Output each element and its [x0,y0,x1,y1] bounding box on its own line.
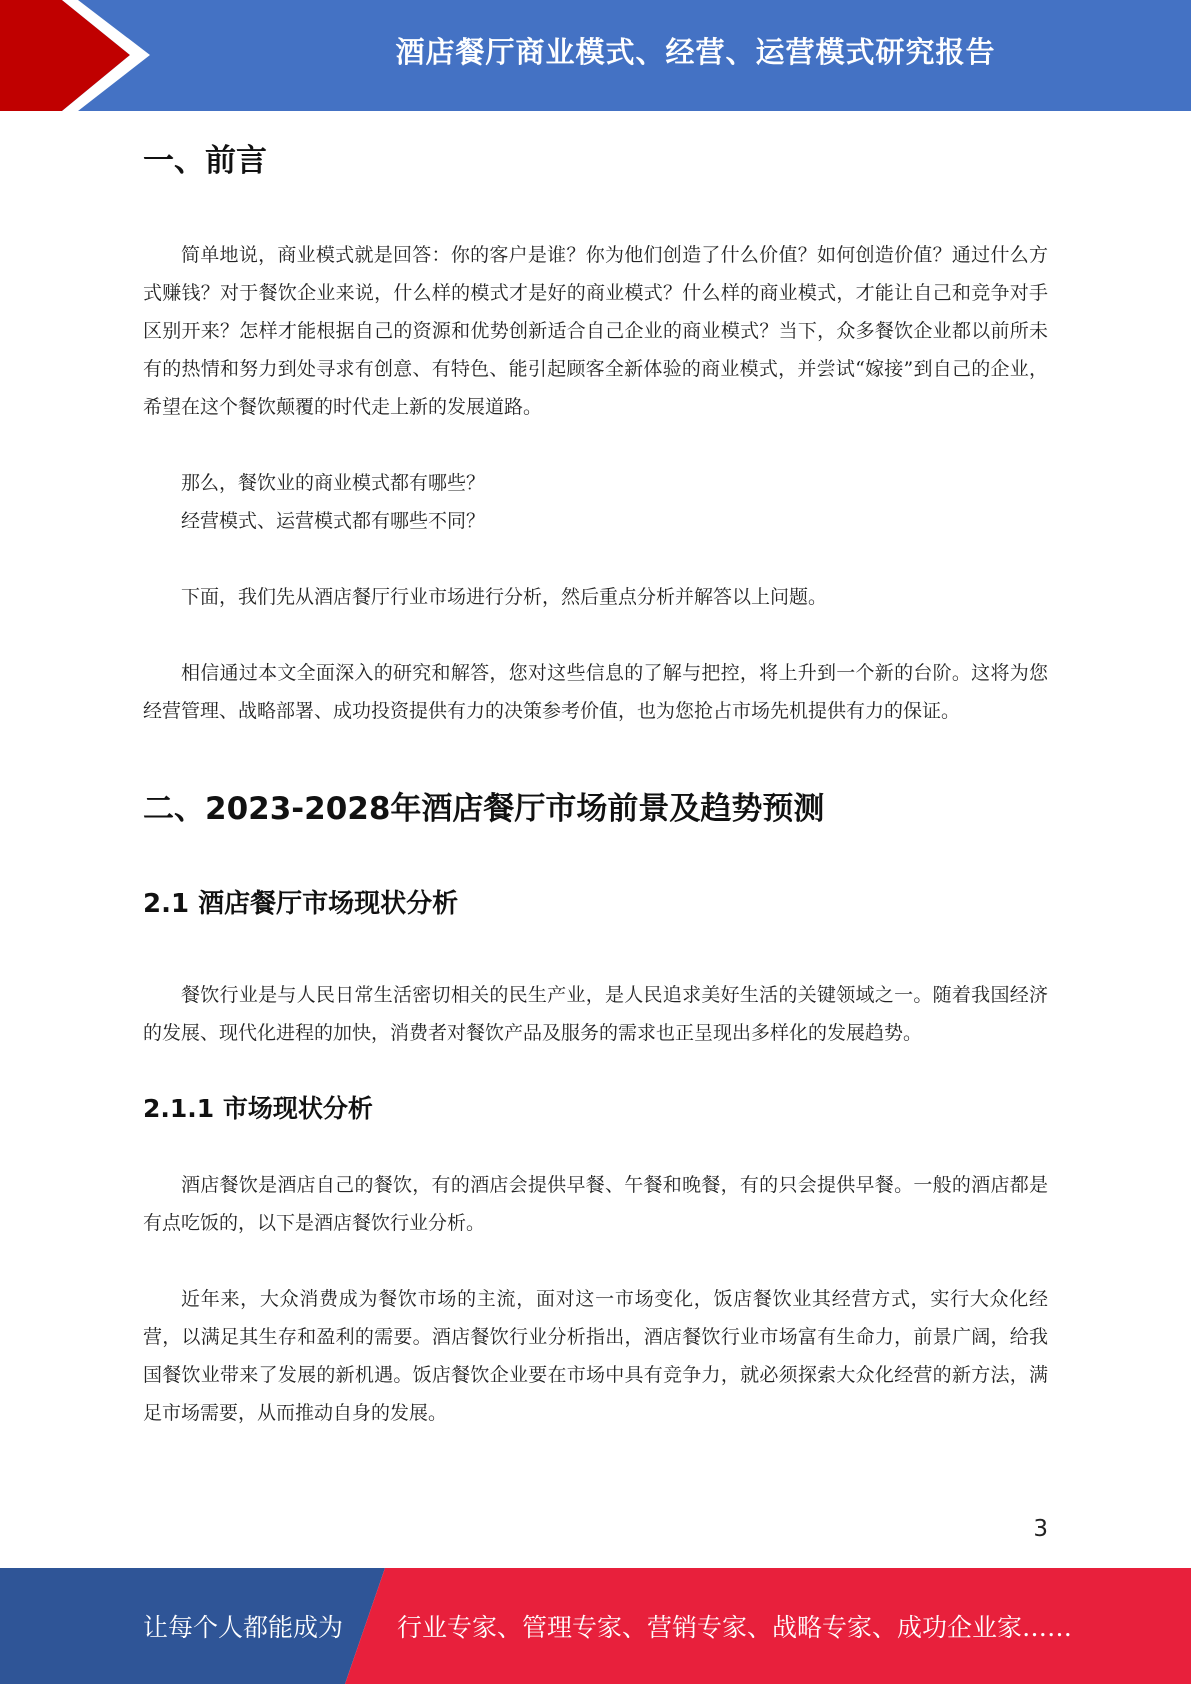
page-number: 3 [1033,1516,1048,1542]
footer-slogan-left: 让每个人都能成为 [143,1613,344,1642]
section-heading-preface: 一、前言 [143,143,267,179]
paragraph: 简单地说，商业模式就是回答：你的客户是谁？你为他们创造了什么价值？如何创造价值？通过什么方式赚钱？对于餐饮企业来说，什么样的模式才是好的商业模式？什么样的商业模式，才能让自己和竞争对手区别开来？怎样才能根据自己的资源和优势创新适合自己企业的商业模式？当下，众多餐饮企业都以前所未有的热情和努力到处寻求有创意、有特色、能引起顾客全新体验的商业模式，并尝试“嫁接”到自己的企业，希望在这个餐饮颠覆的时代走上新的发展道路。 [143,244,1048,418]
paragraph: 下面，我们先从酒店餐厅行业市场进行分析，然后重点分析并解答以上问题。 [181,586,828,608]
header-banner [0,0,1191,111]
section-heading-forecast: 二、2023-2028年酒店餐厅市场前景及趋势预测 [143,791,825,827]
subsection-heading-2-1: 2.1 酒店餐厅市场现状分析 [143,889,459,919]
paragraph: 酒店餐饮是酒店自己的餐饮，有的酒店会提供早餐、午餐和晚餐，有的只会提供早餐。一般的酒店都是有点吃饭的，以下是酒店餐饮行业分析。 [143,1174,1048,1234]
page-content [143,138,1048,1432]
report-title: 酒店餐厅商业模式、经营、运营模式研究报告 [395,34,996,69]
paragraph: 近年来，大众消费成为餐饮市场的主流，面对这一市场变化，饭店餐饮业其经营方式，实行大众化经营，以满足其生存和盈利的需要。酒店餐饮行业分析指出，酒店餐饮行业市场富有生命力，前景广阔，给我国餐饮业带来了发展的新机遇。饭店餐饮企业要在市场中具有竞争力，就必须探索大众化经营的新方法，满足市场需要，从而推动自身的发展。 [143,1288,1048,1424]
footer-banner [0,1568,1191,1684]
footer-slogan-right: 行业专家、管理专家、营销专家、战略专家、成功企业家…… [397,1613,1073,1642]
question-line: 那么，餐饮业的商业模式都有哪些？ [181,472,486,494]
subsection-heading-2-1-1: 2.1.1 市场现状分析 [143,1094,373,1123]
paragraph: 相信通过本文全面深入的研究和解答，您对这些信息的了解与把控，将上升到一个新的台阶。这将为您经营管理、战略部署、成功投资提供有力的决策参考价值，也为您抢占市场先机提供有力的保证。 [143,662,1048,722]
question-line: 经营模式、运营模式都有哪些不同？ [181,510,486,532]
paragraph: 餐饮行业是与人民日常生活密切相关的民生产业，是人民追求美好生活的关键领域之一。随着我国经济的发展、现代化进程的加快，消费者对餐饮产品及服务的需求也正呈现出多样化的发展趋势。 [143,984,1048,1044]
